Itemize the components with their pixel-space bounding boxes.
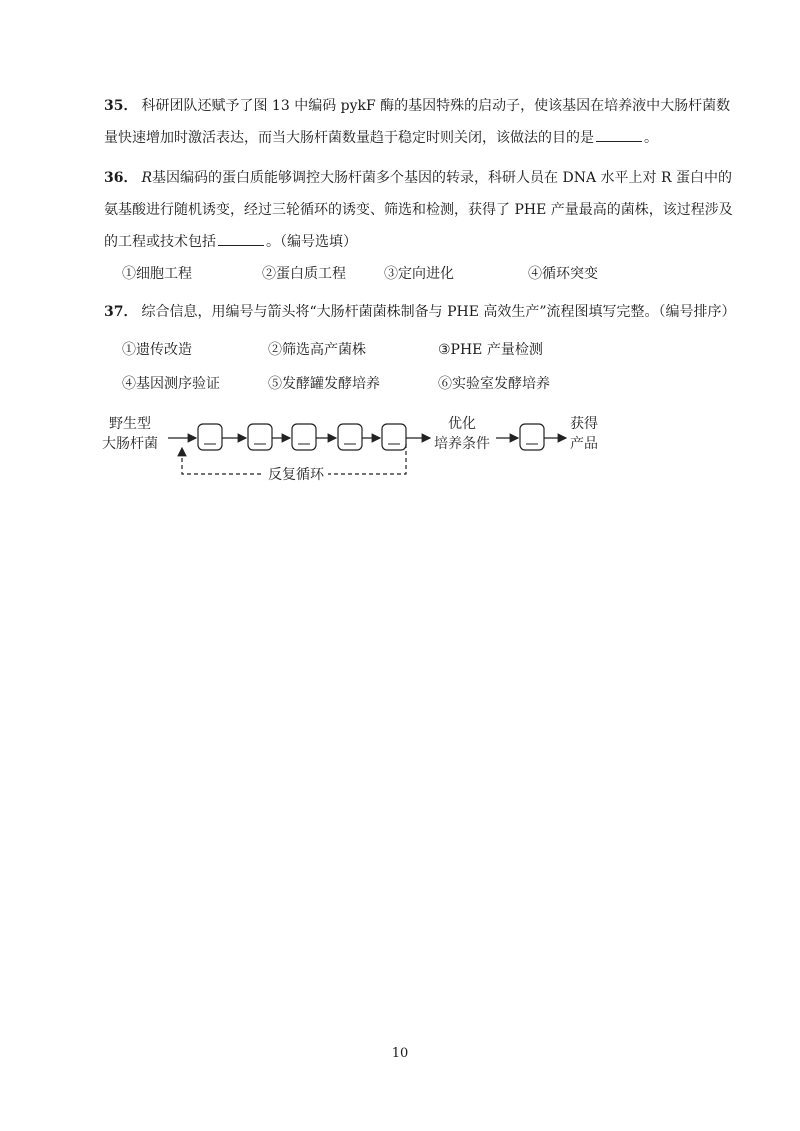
question-end: 。（编号选填） (266, 234, 357, 250)
question-text: 综合信息，用编号与箭头将“大肠杆菌菌株制备与 PHE 高效生产”流程图填写完整。（编号排序） (141, 304, 736, 320)
flow-end-line2: 产品 (570, 436, 598, 452)
answer-blank[interactable] (218, 231, 264, 246)
page-number: 10 (391, 1046, 409, 1061)
flow-start-line1: 野生型 (109, 416, 151, 432)
flow-mid-line2: 培养条件 (434, 436, 490, 452)
flow-box-6[interactable] (520, 424, 544, 450)
answer-blank[interactable] (596, 127, 642, 142)
flow-box-3[interactable] (292, 424, 316, 450)
flow-end-line1: 获得 (570, 416, 598, 432)
option: ②筛选高产菌株 (268, 342, 366, 358)
question-36 (104, 162, 744, 258)
option: ④基因测序验证 (122, 376, 220, 392)
option: ③定向进化 (384, 266, 454, 282)
flow-box-2[interactable] (248, 424, 272, 450)
option: ⑥实验室发酵培养 (438, 376, 550, 392)
question-37 (104, 296, 744, 328)
question-end: 。 (644, 130, 658, 146)
question-number: 37． (104, 304, 138, 320)
question-number: 36． (104, 170, 138, 186)
flow-mid-line1: 优化 (448, 416, 476, 432)
option: ③PHE 产量检测 (438, 342, 543, 358)
flow-box-1[interactable] (198, 424, 222, 450)
option: ①细胞工程 (122, 266, 192, 282)
question-35 (104, 90, 744, 154)
flow-box-5[interactable] (382, 424, 406, 450)
flowchart (100, 408, 620, 492)
question-text: 科研团队还赋予了图 13 中编码 pykF 酶的基因特殊的启动子，使该基因在培养液中大肠杆菌数量快速增加时激活表达，而当大肠杆菌数量趋于稳定时则关闭，该做法的目的是 (104, 98, 731, 146)
flow-start-line2: 大肠杆菌 (102, 436, 158, 452)
loop-label: 反复循环 (268, 467, 324, 483)
question-number: 35． (104, 98, 138, 114)
option: ④循环突变 (528, 266, 598, 282)
option: ⑤发酵罐发酵培养 (268, 376, 380, 392)
option: ②蛋白质工程 (262, 266, 346, 282)
flow-box-4[interactable] (338, 424, 362, 450)
question-text: 基因编码的蛋白质能够调控大肠杆菌多个基因的转录，科研人员在 DNA 水平上对 R 蛋白中的氨基酸进行随机诱变，经过三轮循环的诱变、筛选和检测，获得了 PHE 产量最高的菌株，该过程涉及的工程或技术包括 (104, 170, 733, 250)
option: ①遗传改造 (122, 342, 192, 358)
gene-r: R (141, 170, 153, 186)
